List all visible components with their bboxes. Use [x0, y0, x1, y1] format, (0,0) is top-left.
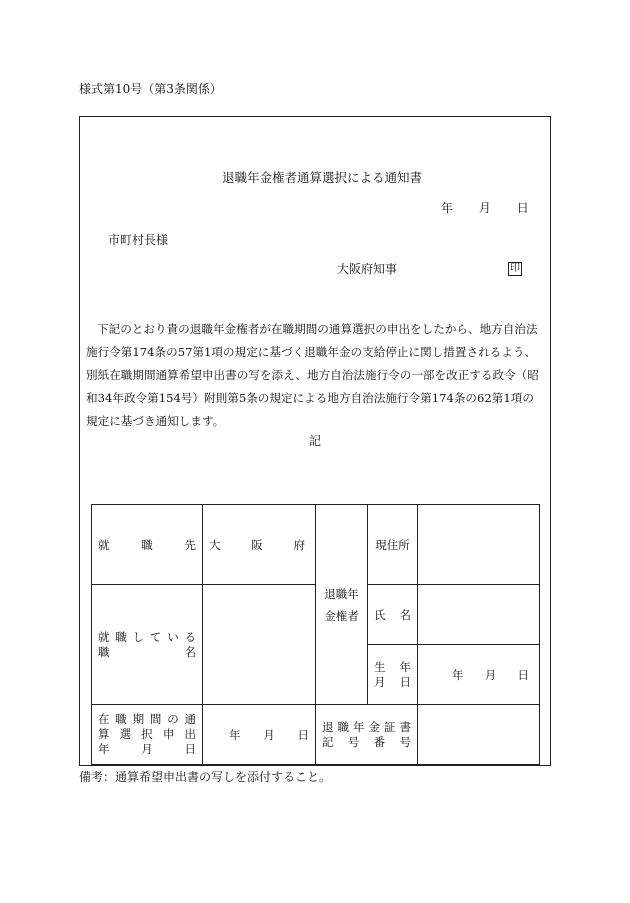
- selection-date-label: [92, 705, 203, 765]
- employer-value-char: 大: [209, 537, 221, 552]
- cert-label-char: 証: [384, 719, 396, 734]
- employer-label-char: 先: [184, 537, 196, 552]
- position-label-char: る: [184, 629, 196, 644]
- selection-label-char: 択: [141, 727, 153, 741]
- birth-label-char: 日: [399, 674, 411, 689]
- position-value: [203, 585, 316, 705]
- selection-value-char: 日: [297, 727, 309, 742]
- position-label-char: 就: [98, 629, 110, 644]
- birth-value-char: 年: [452, 667, 464, 682]
- birth-label-char: 年: [399, 659, 411, 674]
- birth-value-char: 月: [484, 667, 497, 682]
- selection-label-char: 月: [141, 742, 153, 756]
- selection-label-char: 申: [162, 727, 175, 741]
- employer-label-char: 職: [141, 537, 153, 552]
- body-paragraph: 下記のとおり貴の退職年金権者が在職期間の通算選択の申出をしたから、地方自治法施行令第174条の57第1項の規定に基づく退職年金の支給停止に関し措置されるよう、別紙在職期間通算希望申出書の写を添え、地方自治法施行令の一部を改正する政令（昭和34年政令第154号）附則第5条の規定による地方自治法施行令第174条の62第1項の規定に基づき通知します。: [86, 322, 539, 428]
- position-label-char: し: [132, 629, 145, 644]
- position-label-char: 職: [115, 629, 127, 644]
- selection-date-value: [203, 705, 316, 765]
- cert-label-char: 金: [368, 719, 380, 734]
- details-table: [91, 504, 540, 765]
- address-label: 現住所: [368, 505, 418, 585]
- birth-label-char: 月: [374, 674, 386, 689]
- date-month: 月: [478, 201, 491, 215]
- position-label-char: い: [167, 629, 179, 644]
- seal-box: 印: [510, 263, 520, 274]
- ki-heading: 記: [309, 434, 322, 448]
- selection-label-char: の: [167, 712, 179, 726]
- selection-value-char: 月: [263, 727, 275, 742]
- cert-label-char: 記: [322, 734, 334, 749]
- position-label-char: 職: [98, 644, 110, 659]
- cert-label-char: 職: [337, 719, 349, 734]
- selection-label-char: 選: [119, 727, 132, 741]
- birth-label-char: 生: [374, 659, 386, 674]
- employer-value-char: 阪: [251, 537, 263, 552]
- name-label-char: 名: [399, 607, 411, 622]
- selection-label-char: 在: [98, 712, 110, 726]
- name-label: [368, 585, 418, 645]
- cert-label-char: 退: [322, 719, 334, 734]
- position-label-char: 名: [184, 644, 196, 659]
- certificate-label: [316, 705, 418, 765]
- cert-label-char: 番: [373, 734, 386, 749]
- birth-label: [368, 645, 418, 705]
- cert-label-char: 号: [347, 734, 360, 749]
- form-number: 様式第10号（第3条関係）: [79, 82, 222, 96]
- position-label-char: て: [149, 629, 162, 644]
- position-label: [92, 585, 203, 705]
- birth-value-char: 日: [517, 667, 529, 682]
- date-line: [441, 199, 529, 216]
- document-title: 退職年金権者通算選択による通知書: [222, 170, 423, 185]
- selection-label-char: 期: [132, 712, 145, 726]
- cert-label-char: 年: [353, 719, 365, 734]
- selection-label-char: 間: [149, 712, 162, 726]
- selection-label-char: 通: [184, 712, 196, 726]
- name-label-char: 氏: [374, 607, 386, 622]
- employer-value-char: 府: [293, 537, 305, 552]
- sender: 大阪府知事: [337, 262, 398, 276]
- remarks-note: 備考：通算希望申出書の写しを添付すること。: [79, 770, 332, 784]
- employer-value: [203, 505, 316, 585]
- pensioner-label-line1: 退職年: [324, 586, 359, 601]
- employer-label-char: 就: [98, 537, 110, 552]
- employer-label: [92, 505, 203, 585]
- seal-mark: [508, 260, 522, 276]
- birth-value: [418, 645, 540, 705]
- selection-label-char: 日: [184, 742, 196, 756]
- certificate-value: [418, 705, 540, 765]
- address-value: [418, 505, 540, 585]
- selection-label-char: 算: [98, 727, 110, 741]
- selection-value-char: 年: [229, 727, 241, 742]
- pensioner-label: [316, 505, 368, 705]
- recipient: 市町村長様: [108, 233, 169, 247]
- pensioner-label-line2: 金権者: [324, 608, 359, 623]
- date-day: 日: [516, 201, 529, 215]
- cert-label-char: 書: [399, 719, 411, 734]
- name-value: [418, 585, 540, 645]
- selection-label-char: 年: [98, 742, 110, 756]
- selection-label-char: 職: [115, 712, 127, 726]
- date-year: 年: [441, 201, 454, 215]
- selection-label-char: 出: [184, 727, 196, 741]
- cert-label-char: 号: [399, 734, 411, 749]
